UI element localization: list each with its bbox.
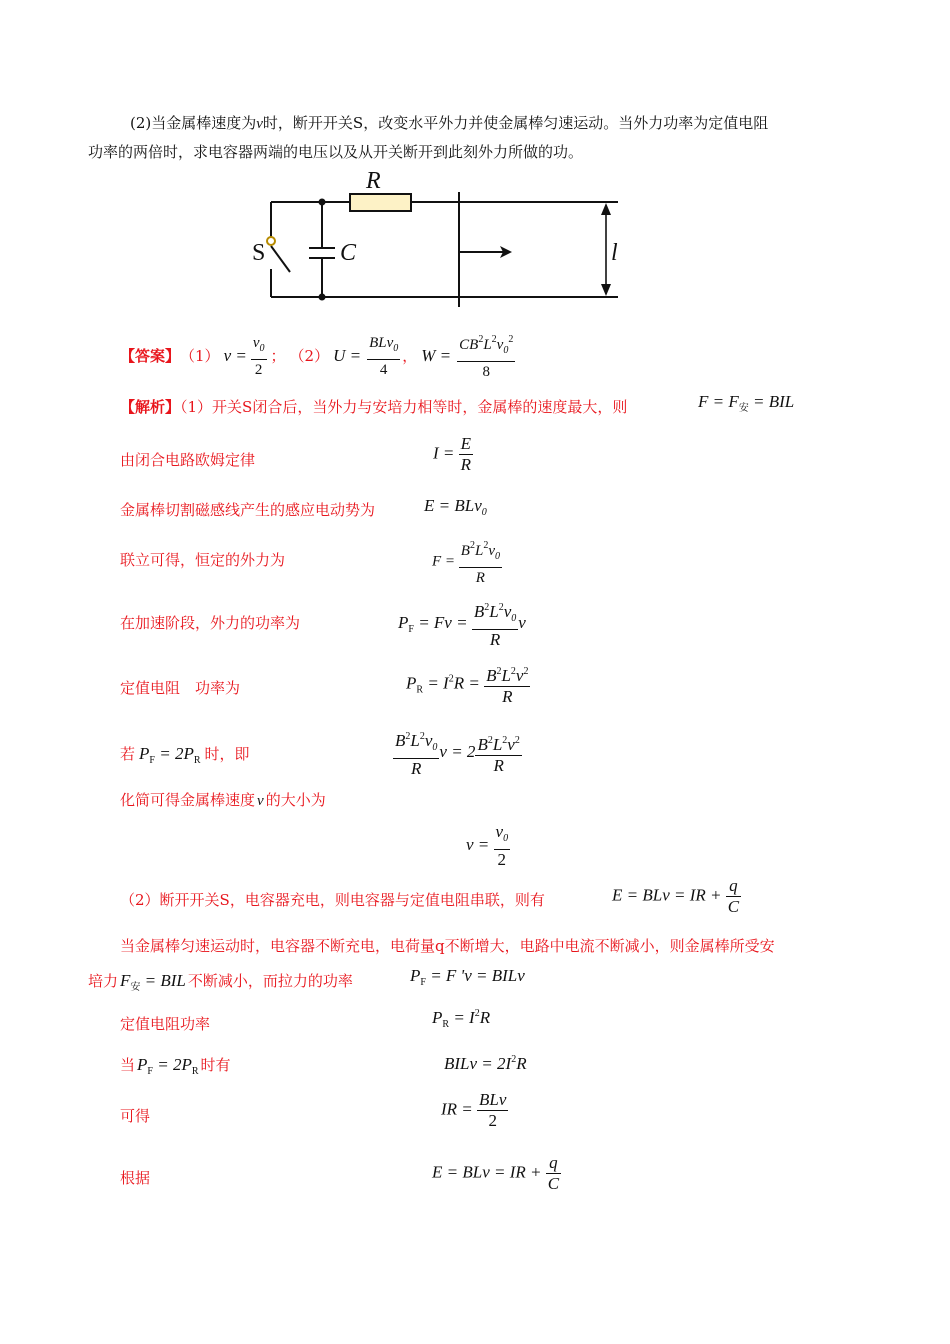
formula-condition: $\frac{B^2L^2v_0}{R}$ v = 2 $\frac{B^2L^2v^2}{R}$: [395, 731, 520, 778]
analysis-step-5: 定值电阻 功率为: [120, 679, 241, 697]
formula-force: F = $\frac{B^2L^2v_0}{R}$: [432, 540, 500, 586]
analysis-part-2-line-1: 当金属棒匀速运动时，电容器不断充电，电荷量q不断增大，电路中电流不断减小，则金属棒所受安: [120, 937, 775, 955]
formula-resistor-power-2: $P_R = I^2R$: [432, 1008, 491, 1030]
formula-force-balance: $F = F_安$ = BIL: [698, 392, 795, 414]
length-arrow-down-icon: [601, 284, 611, 296]
analysis-part-2-line-3: 定值电阻功率: [120, 1015, 211, 1033]
formula-emf: E = BLv$_0$: [424, 496, 487, 518]
analysis-step-7: 化简可得金属棒速度 v 的大小为: [120, 791, 326, 809]
analysis-step-4: 在加速阶段，外力的功率为: [120, 614, 301, 632]
question-line-2: 功率的两倍时，求电容器两端的电压以及从开关断开到此刻外力所做的功。: [88, 143, 584, 161]
answer-row: 【答案】 （1） v = $\frac{v_0}{2}$ ； （2） U = $\frac{BLv_0}{4}$ ， W = $\frac{CB^2L^2v_0^2}{8}$: [120, 334, 514, 380]
analysis-step-1: 由闭合电路欧姆定律: [120, 451, 256, 469]
formula-power-force: $P_F = Fv$ = $\frac{B^2L^2v_0}{R}$ v: [398, 602, 526, 649]
label-r: R: [366, 168, 381, 194]
formula-ohm: I = $\frac{E}{R}$: [433, 434, 472, 474]
formula-power-equality: BILv = $2I^2R$: [444, 1054, 527, 1073]
analysis-part-2-line-5: 可得: [120, 1107, 151, 1125]
analysis-step-3: 联立可得，恒定的外力为: [120, 551, 286, 569]
formula-pull-power: $P_F = F$ 'v = BILv: [410, 966, 525, 988]
label-l: l: [611, 240, 618, 266]
analysis-part-2-line-6: 根据: [120, 1169, 151, 1187]
analysis-part-2: （2）断开开关S，电容器充电，则电容器与定值电阻串联，则有: [120, 891, 545, 909]
formula-velocity: v = $\frac{v_0}{2}$: [466, 822, 509, 869]
label-s: S: [252, 240, 266, 266]
formula-series: E = BLv = IR + $\frac{q}{C}$: [612, 876, 740, 916]
formula-series-2: E = BLv = IR + $\frac{q}{C}$: [432, 1153, 560, 1193]
label-c: C: [340, 240, 357, 266]
length-arrow-up-icon: [601, 203, 611, 215]
formula-ir: IR = $\frac{\text{BLv}}{2}$: [441, 1090, 507, 1130]
question-line-1: (2)当金属棒速度为v时，断开开关S，改变水平外力并使金属棒匀速运动。当外力功率为定值电阻: [130, 114, 769, 132]
resistor-symbol: [350, 194, 411, 211]
formula-power-resistor: $P_R = I^2R$ = $\frac{B^2L^2v^2}{R}$: [406, 666, 529, 706]
analysis-part-2-line-4: 当 $P_F = 2P_R$ 时有: [120, 1055, 231, 1077]
analysis-step-6: 若 $P_F = 2P_R$ 时，即: [120, 744, 250, 766]
analysis-step-2: 金属棒切割磁感线产生的感应电动势为: [120, 501, 376, 519]
circuit-diagram: [240, 168, 640, 308]
analysis-part-2-line-2: 培力 $F_安$ = BIL 不断减小，而拉力的功率: [88, 971, 353, 993]
switch-contact: [267, 237, 275, 245]
analysis-intro: 【解析】（1）开关S闭合后，当外力与安培力相等时，金属棒的速度最大，则: [120, 398, 628, 416]
